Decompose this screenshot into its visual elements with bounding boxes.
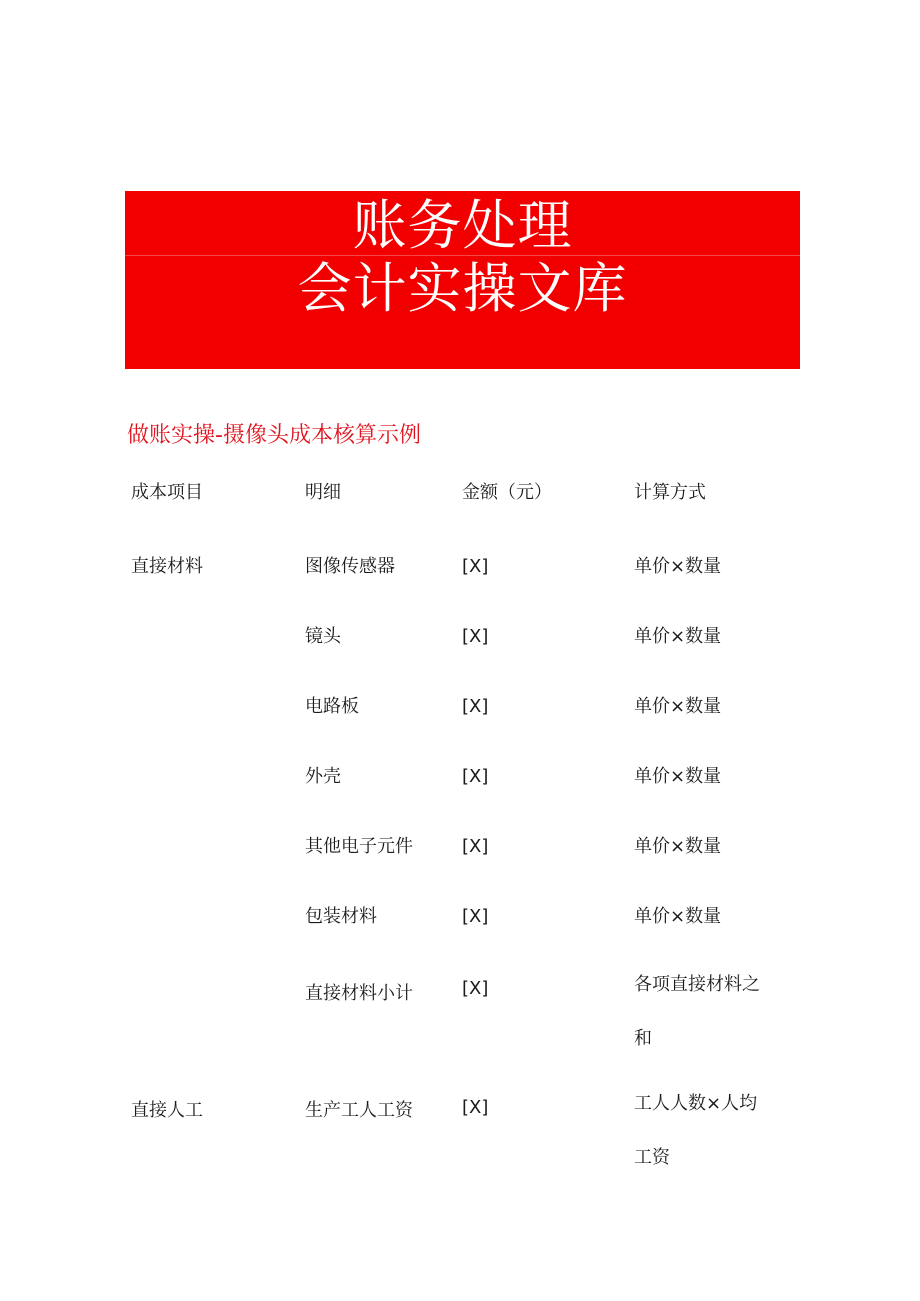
title-banner [125,191,800,369]
table-cell-method: 单价×数量 [634,836,722,857]
table-cell-method: 单价×数量 [634,766,722,787]
table-cell-category: 直接人工 [131,1100,203,1121]
table-cell-method: 单价×数量 [634,556,722,577]
table-cell-detail: 外壳 [305,766,341,787]
table-cell-detail: 包装材料 [305,906,377,927]
table-cell-detail: 图像传感器 [305,556,395,577]
document-title: 做账实操-摄像头成本核算示例 [127,423,421,448]
table-cell-method: 单价×数量 [634,906,722,927]
table-cell-amount: [X] [462,978,489,999]
table-cell-amount: [X] [462,556,489,577]
table-cell-method: 单价×数量 [634,696,722,717]
header-cost-item: 成本项目 [131,482,203,503]
table-cell-method: 工人人数×人均工资 [634,1093,758,1168]
table-cell-amount: [X] [462,906,489,927]
header-method: 计算方式 [634,482,706,503]
table-cell-detail: 其他电子元件 [305,836,413,857]
table-cell-detail: 生产工人工资 [305,1100,413,1121]
table-cell-method: 各项直接材料之和 [634,974,760,1049]
header-amount: 金额（元） [462,482,552,503]
table-cell-detail: 镜头 [305,626,341,647]
table-cell-method: 单价×数量 [634,626,722,647]
table-cell-amount: [X] [462,696,489,717]
header-detail: 明细 [305,482,341,503]
table-cell-amount: [X] [462,836,489,857]
table-cell-detail: 直接材料小计 [305,983,413,1004]
table-cell-amount: [X] [462,1097,489,1118]
banner-title-line1: 账务处理 [352,194,573,257]
table-cell-amount: [X] [462,626,489,647]
banner-title-line2: 会计实操文库 [297,257,628,320]
table-cell-detail: 电路板 [305,696,359,717]
table-cell-category: 直接材料 [131,556,203,577]
table-cell-amount: [X] [462,766,489,787]
